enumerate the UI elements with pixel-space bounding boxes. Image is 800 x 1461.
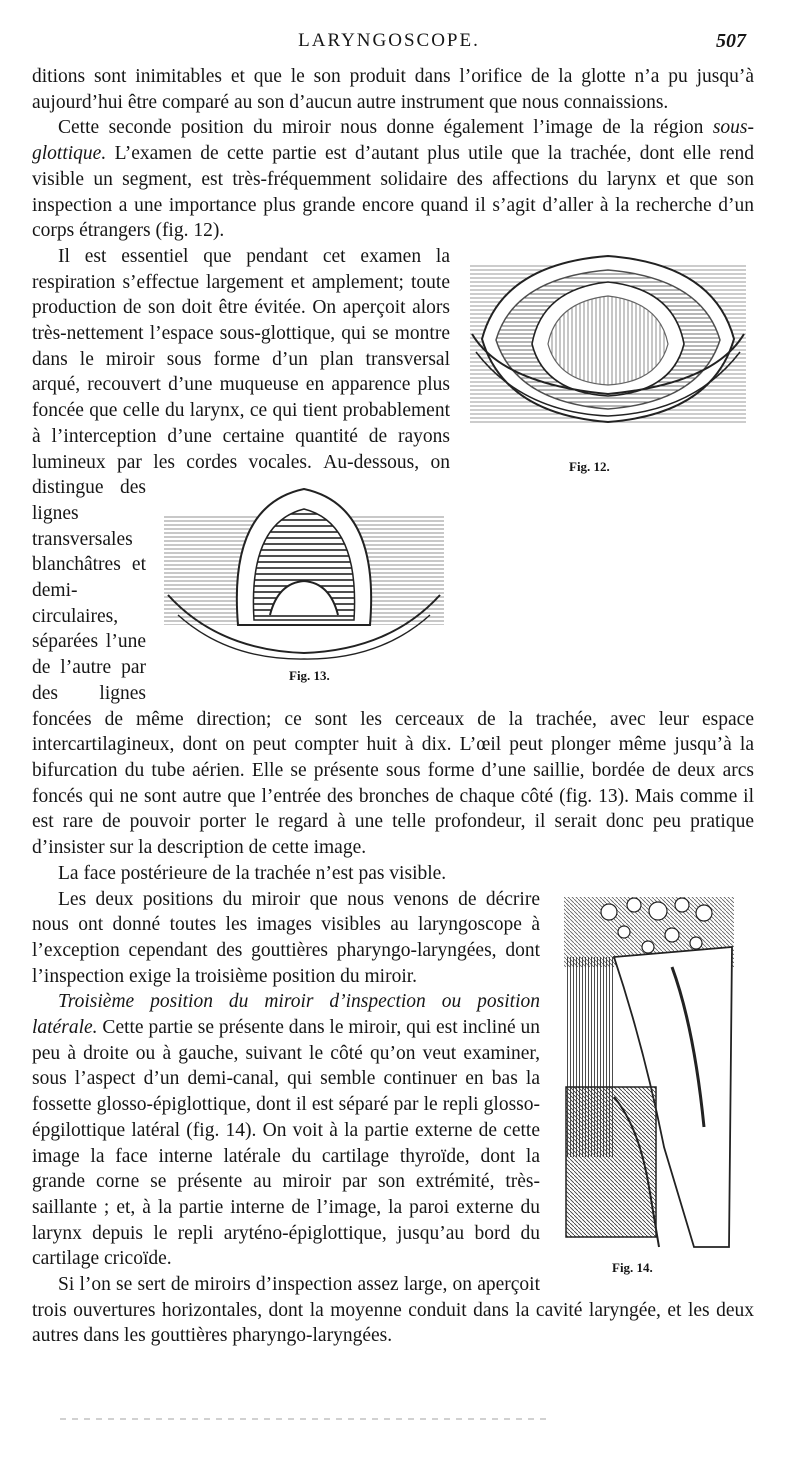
figure-14-engraving — [554, 887, 754, 1257]
term-sous-glottique: sous-glottique. — [32, 117, 754, 165]
body-text — [32, 64, 754, 1349]
paragraph-6-rest: Cette partie se présente dans le miroir, qui est incliné un peu à droite ou à gauche, suivant le côté qu’on veut examiner, sous l’aspect d’un demi-canal, qui semble continuer en bas la fossette glosso-épiglottique, dont il est séparé par le repli glosso-épgilottique latéral (fig. 14). On voit à la partie externe de cette image la face interne latérale du cartilage thyroïde, dont la grande corne se présente au miroir par son extrémité, très-saillante ; et, à la partie interne de l’image, la paroi externe du larynx depuis le repli aryténo-épiglottique, jusqu’au bord du cartilage cricoïde. — [32, 1017, 540, 1270]
paragraph-3-continuation: Au-dessous, on distingue des lignes transversales blanchâtres et demi-circulaires, séparées l’une de l’autre par des lignes foncées de même direction; ce sont les cerceaux de la trachée, avec leur espace intercartilagineux, dont on peut compter huit à dix. L’œil peut plonger même jusqu’à la bifurcation du tube aérien. Elle se présente sous forme d’une saillie, bordée de deux arcs foncés qui ne sont autre que l’entrée des bronches de chaque côté (fig. 13). Mais comme il est rare de pouvoir porter le regard à une telle profondeur, il serait donc peu pratique d’insister sur la description de cette image. — [32, 451, 754, 859]
paragraph-2-start: Cette seconde position du miroir nous donne également l’image de la région — [58, 117, 713, 139]
figure-12-engraving — [462, 244, 754, 449]
section-heading-lateral: Troisième position du miroir d’inspection ou position latérale. — [32, 991, 540, 1039]
figure-12-caption: Fig. 12. — [569, 458, 610, 474]
figure-14 — [554, 887, 754, 1277]
bottom-print-noise — [60, 1418, 550, 1420]
figure-13-caption: Fig. 13. — [289, 668, 330, 684]
paragraph-3: Il est essentiel que pendant cet examen la respiration s’effectue largement et amplement; toute production de son doit être évitée. On aperçoit alors très-nettement l’espace sous-glottique, qui se montre dans le miroir sous forme d’un plan transversal arqué, recouvert d’une muqueuse en apparence plus foncée que celle du larynx, ce qui tient probablement à l’interception d’une certaine quantité de rayons lumineux par les cordes vocales. Fig. 13. Au-dessous, on distingue des lignes transversales blanchâtres et demi-circulaires, séparées l’une de l’autre par des lignes foncées de même direction; ce sont les cerceaux de la trachée, avec leur espace intercartilagineux, dont on peut compter huit à dix. L’œil peut plonger même jusqu’à la bifurcation du tube aérien. Elle se présente sous forme d’une saillie, bordée de deux arcs foncés qui ne sont autre que l’entrée des bronches de chaque côté (fig. 13). Mais comme il est rare de pouvoir porter le regard à une telle profondeur, il serait donc peu pratique d’insister sur la description de cette image. — [32, 245, 754, 859]
paragraph-2-rest: L’examen de cette partie est d’autant plus utile que la trachée, dont elle rend visible un segment, est très-fréquemment solidaire des affections du larynx et que son inspection a une importance plus grande encore quand il s’agit d’aller à la recherche d’un corps étrangers (fig. 12). — [32, 143, 754, 242]
paragraph-2 — [32, 115, 754, 244]
running-header — [32, 30, 746, 56]
figure-13-engraving — [158, 475, 450, 660]
paragraph-1: ditions sont inimitables et que le son produit dans l’orifice de la glotte n’a pu jusqu’à aujourd’hui être comparé au son d’aucun autre instrument que nous connaissions. — [32, 66, 754, 113]
figure-14-caption: Fig. 14. — [612, 1259, 653, 1275]
paragraph-7: Si l’on se sert de miroirs d’inspection assez large, on aperçoit trois ouvertures horizontales, dont la moyenne conduit dans la cavité laryngée, et les deux autres dans les gouttières pharyngo-laryngées. — [32, 1274, 754, 1347]
paragraph-5: Les deux positions du miroir que nous venons de décrire nous ont donné toutes les images visibles au laryngoscope à l’exception cependant des gouttières pharyngo-laryngées, dont l’inspection exige la troisième position du miroir. — [32, 888, 540, 987]
running-title: LARYNGOSCOPE. — [298, 30, 480, 51]
figure-12 — [462, 244, 754, 479]
paragraph-4: La face postérieure de la trachée n’est pas visible. — [58, 862, 447, 884]
figure-13 — [158, 475, 450, 685]
page-number: 507 — [716, 30, 746, 52]
